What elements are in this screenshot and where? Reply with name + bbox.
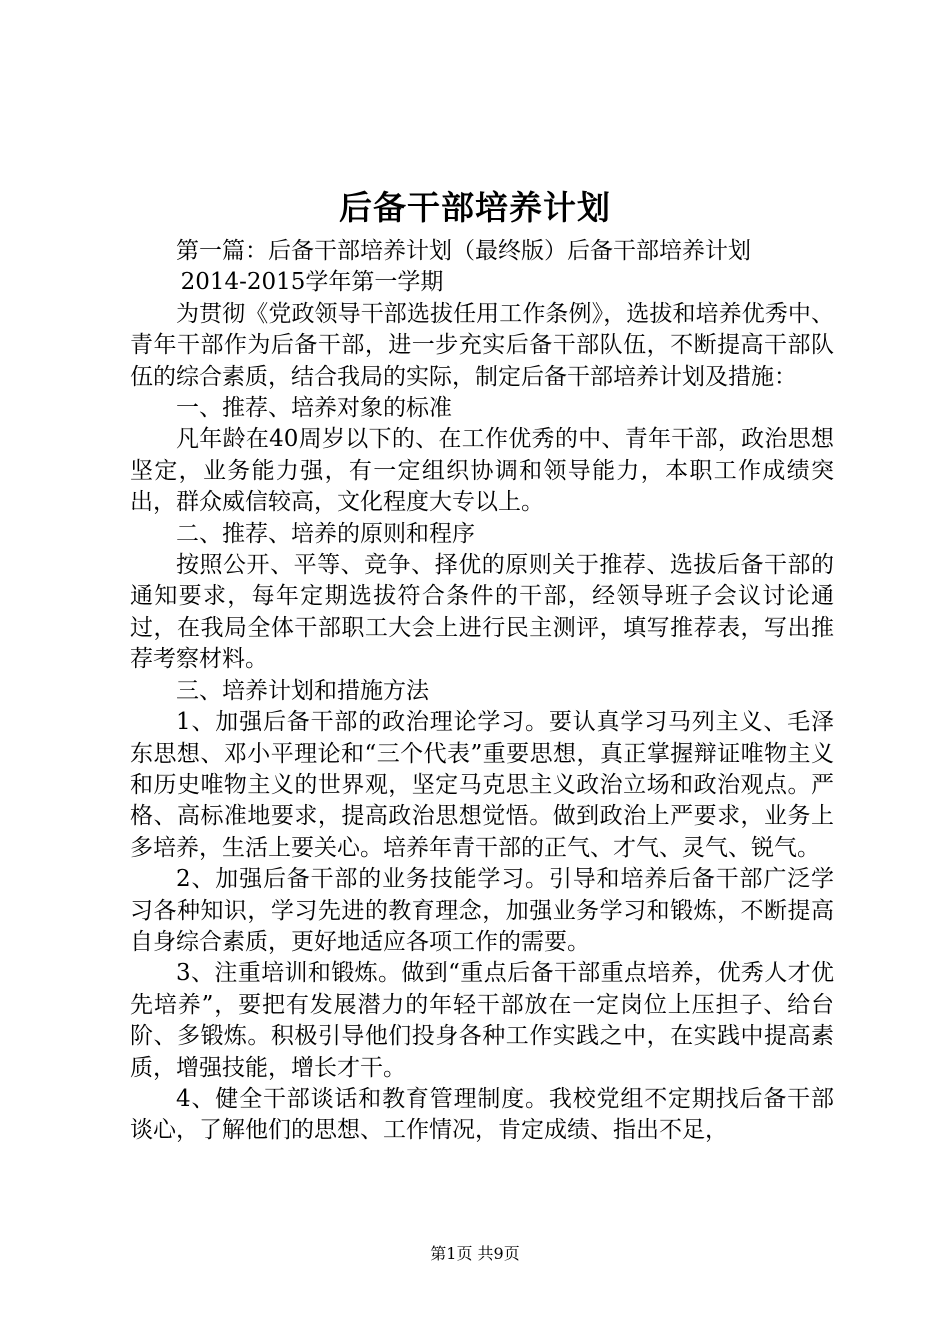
paragraph-measure-2: 2、加强后备干部的业务技能学习。引导和培养后备干部广泛学习各种知识，学习先进的教育理念，加强业务学习和锻炼，不断提高自身综合素质，更好地适应各项工作的需要。 [130, 866, 834, 955]
paragraph-heading-first: 第一篇：后备干部培养计划（最终版）后备干部培养计划 [176, 238, 751, 264]
section-heading-1: 一、推荐、培养对象的标准 [176, 395, 452, 422]
document-title: 后备干部培养计划 [339, 188, 611, 227]
paragraph-measure-4: 4、健全干部谈话和教育管理制度。我校党组不定期找后备干部谈心，了解他们的思想、工作情况，肯定成绩、指出不足， [130, 1085, 834, 1144]
section-heading-3: 三、培养计划和措施方法 [176, 677, 429, 704]
section-heading-2: 二、推荐、培养的原则和程序 [176, 520, 475, 547]
paragraph-semester: 2014-2015学年第一学期 [180, 269, 444, 296]
paragraph-standards: 凡年龄在40周岁以下的、在工作优秀的中、青年干部，政治思想坚定，业务能力强，有一定组织协调和领导能力，本职工作成绩突出，群众威信较高，文化程度大专以上。 [130, 426, 834, 516]
paragraph-measure-3: 3、注重培训和锻炼。做到“重点后备干部重点培养，优秀人才优先培养”，要把有发展潜力的年轻干部放在一定岗位上压担子、给台阶、多锻炼。积极引导他们投身各种工作实践之中，在实践中提高素质，增强技能，增长才干。 [130, 960, 834, 1081]
paragraph-intro: 为贯彻《党政领导干部选拔任用工作条例》，选拔和培养优秀中、青年干部作为后备干部，进一步充实后备干部队伍，不断提高干部队伍的综合素质，结合我局的实际，制定后备干部培养计划及措施： [130, 300, 834, 390]
page-footer: 第1页 共9页 [430, 1244, 520, 1263]
document-body [130, 236, 834, 1147]
paragraph-measure-1: 1、加强后备干部的政治理论学习。要认真学习马列主义、毛泽东思想、邓小平理论和“三个代表”重要思想，真正掌握辩证唯物主义和历史唯物主义的世界观，坚定马克思主义政治立场和政治观点。严格、高标准地要求，提高政治思想觉悟。做到政治上严要求，业务上多培养，生活上要关心。培养年青干部的正气、才气、灵气、锐气。 [130, 709, 834, 861]
paragraph-principles: 按照公开、平等、竞争、择优的原则关于推荐、选拔后备干部的通知要求，每年定期选拔符合条件的干部，经领导班子会议讨论通过，在我局全体干部职工大会上进行民主测评，填写推荐表，写出推荐考察材料。 [130, 552, 834, 673]
